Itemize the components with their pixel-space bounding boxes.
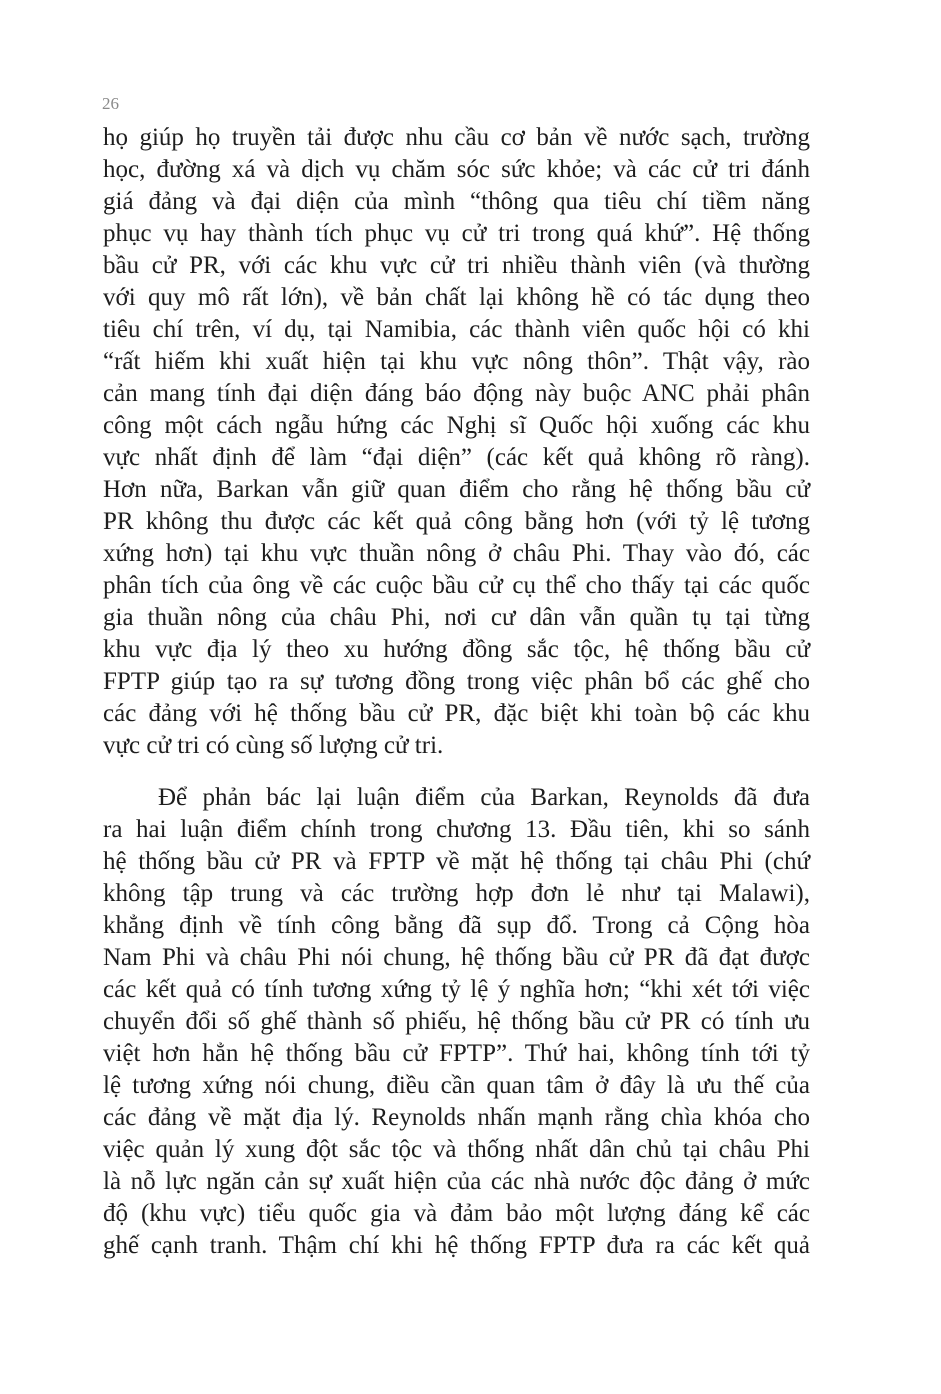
text-line: phục vụ hay thành tích phục vụ cử tri trong quá khứ”. Hệ thống: [103, 220, 810, 247]
text-line: giá đảng và đại diện của mình “thông qua tiêu chí tiềm năng: [103, 188, 810, 215]
text-line: khu vực địa lý theo xu hướng đồng sắc tộc, hệ thống bầu cử: [103, 636, 810, 663]
text-line: xứng hơn) tại khu vực thuần nông ở châu Phi. Thay vào đó, các: [103, 540, 810, 567]
text-line: Để phản bác lại luận điểm của Barkan, Reynolds đã đưa: [158, 784, 810, 811]
text-line: lệ tương xứng nói chung, điều cần quan tâm ở đây là ưu thế của: [103, 1072, 810, 1099]
text-line: các đảng về mặt địa lý. Reynolds nhấn mạnh rằng chìa khóa cho: [103, 1104, 810, 1131]
text-line: không tập trung và các trường hợp đơn lẻ như tại Malawi),: [103, 880, 810, 907]
text-line: vực nhất định để làm “đại diện” (các kết quả không rõ ràng).: [103, 444, 810, 471]
text-line: chuyển đổi số ghế thành số phiếu, hệ thống bầu cử PR có tính ưu: [103, 1008, 810, 1035]
text-line: “rất hiếm khi xuất hiện tại khu vực nông thôn”. Thật vậy, rào: [103, 348, 810, 375]
text-line: cản mang tính đại diện đáng báo động này buộc ANC phải phân: [103, 380, 810, 407]
text-line: tiêu chí trên, ví dụ, tại Namibia, các thành viên quốc hội có khi: [103, 316, 810, 343]
text-line: Nam Phi và châu Phi nói chung, hệ thống bầu cử PR đã đạt được: [103, 944, 810, 971]
text-line: ra hai luận điểm chính trong chương 13. Đầu tiên, khi so sánh: [103, 816, 810, 843]
text-line: việt hơn hẳn hệ thống bầu cử FPTP”. Thứ hai, không tính tới tỷ: [103, 1040, 810, 1067]
text-line: hệ thống bầu cử PR và FPTP về mặt hệ thống tại châu Phi (chứ: [103, 848, 810, 875]
text-line: vực cử tri có cùng số lượng cử tri.: [103, 732, 444, 759]
paragraph-2: [103, 782, 810, 1262]
text-line: việc quản lý xung đột sắc tộc và thống nhất dân chủ tại châu Phi: [103, 1136, 810, 1163]
page-number: 26: [102, 94, 119, 113]
text-line: Hơn nữa, Barkan vẫn giữ quan điểm cho rằng hệ thống bầu cử: [103, 476, 810, 503]
text-line: khẳng định về tính công bằng đã sụp đổ. Trong cả Cộng hòa: [103, 912, 810, 939]
text-line: độ (khu vực) tiểu quốc gia và đảm bảo một lượng đáng kể các: [103, 1200, 810, 1227]
text-line: là nỗ lực ngăn cản sự xuất hiện của các nhà nước độc đảng ở mức: [103, 1168, 810, 1195]
paragraph-1: [103, 122, 810, 762]
text-line: bầu cử PR, với các khu vực cử tri nhiều thành viên (và thường: [103, 252, 810, 279]
text-line: học, đường xá và dịch vụ chăm sóc sức khỏe; và các cử tri đánh: [103, 156, 810, 183]
text-line: phân tích của ông về các cuộc bầu cử cụ thể cho thấy tại các quốc: [103, 572, 810, 599]
text-line: họ giúp họ truyền tải được nhu cầu cơ bản về nước sạch, trường: [103, 124, 810, 151]
text-line: PR không thu được các kết quả công bằng hơn (với tỷ lệ tương: [103, 508, 810, 535]
text-line: công một cách ngẫu hứng các Nghị sĩ Quốc hội xuống các khu: [103, 412, 810, 439]
text-line: các kết quả có tính tương xứng tỷ lệ ý nghĩa hơn; “khi xét tới việc: [103, 976, 810, 1003]
text-line: ghế cạnh tranh. Thậm chí khi hệ thống FPTP đưa ra các kết quả: [103, 1232, 810, 1259]
body-text: [103, 122, 810, 1262]
text-line: với quy mô rất lớn), về bản chất lại không hề có tác dụng theo: [103, 284, 810, 311]
text-line: các đảng với hệ thống bầu cử PR, đặc biệt khi toàn bộ các khu: [103, 700, 810, 727]
text-line: FPTP giúp tạo ra sự tương đồng trong việc phân bổ các ghế cho: [103, 668, 810, 695]
text-line: gia thuần nông của châu Phi, nơi cư dân vẫn quần tụ tại từng: [103, 604, 810, 631]
